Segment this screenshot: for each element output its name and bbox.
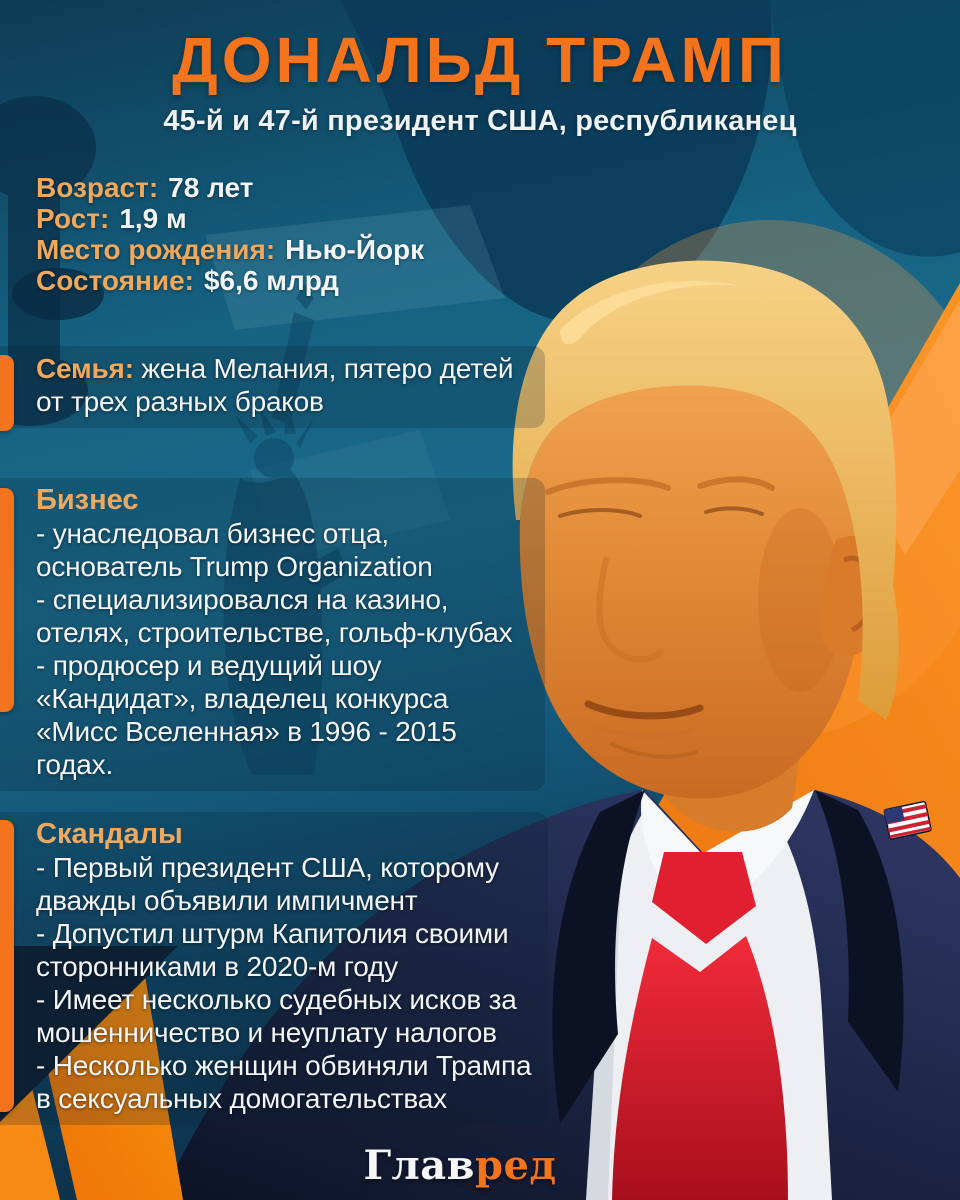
- facts-list: [36, 172, 556, 296]
- section-item: - Несколько женщин обвиняли Трампа в сексуальных домогательствах: [36, 1050, 532, 1114]
- section-heading: Семья:: [36, 353, 134, 384]
- section-item: - Имеет несколько судебных исков за мошенничество и неуплату налогов: [36, 984, 517, 1048]
- section-heading: Скандалы: [36, 818, 183, 850]
- section-scandals: [0, 812, 548, 1125]
- section-accent-tab: [0, 820, 14, 1112]
- section-item: - специализировался на казино, отелях, строительстве, гольф-клубах: [36, 584, 513, 648]
- fact-label: Состояние:: [36, 265, 194, 296]
- section-family: [0, 346, 545, 428]
- section-accent-tab: [0, 488, 14, 712]
- section-item: - унаследовал бизнес отца, основатель Trump Organization: [36, 518, 433, 582]
- section-accent-tab: [0, 355, 14, 431]
- page-title: ДОНАЛЬД ТРАМП: [172, 24, 788, 96]
- section-heading: Бизнес: [36, 484, 139, 516]
- glavred-logo: [340, 1144, 580, 1188]
- fact-value: 1,9 м: [119, 203, 187, 234]
- section-text-block: [36, 352, 533, 418]
- fact-label: Рост:: [36, 203, 110, 234]
- fact-value: $6,6 млрд: [203, 265, 339, 296]
- fact-label: Возраст:: [36, 172, 159, 203]
- fact-row: [36, 172, 556, 203]
- page-subtitle: 45-й и 47-й президент США, республиканец: [163, 105, 797, 137]
- fact-row: [36, 265, 556, 296]
- section-item: - Первый президент США, которому дважды объявили импичмент: [36, 852, 499, 916]
- poster-header: [0, 24, 960, 138]
- logo-text-orange: ред: [474, 1142, 557, 1189]
- fact-row: [36, 203, 556, 234]
- logo-text-white: Глав: [363, 1142, 475, 1189]
- fact-value: Нью-Йорк: [285, 234, 425, 265]
- section-item: - продюсер и ведущий шоу «Кандидат», владелец конкурса «Мисс Вселенная» в 1996 - 2015 годах.: [36, 650, 457, 780]
- section-item: - Допустил штурм Капитолия своими сторонниками в 2020-м году: [36, 918, 509, 982]
- section-text: жена Мелания, пятеро детей от трех разных браков: [36, 353, 514, 417]
- section-business: [0, 478, 545, 791]
- fact-label: Место рождения:: [36, 234, 276, 265]
- fact-value: 78 лет: [168, 172, 254, 203]
- fact-row: [36, 234, 556, 265]
